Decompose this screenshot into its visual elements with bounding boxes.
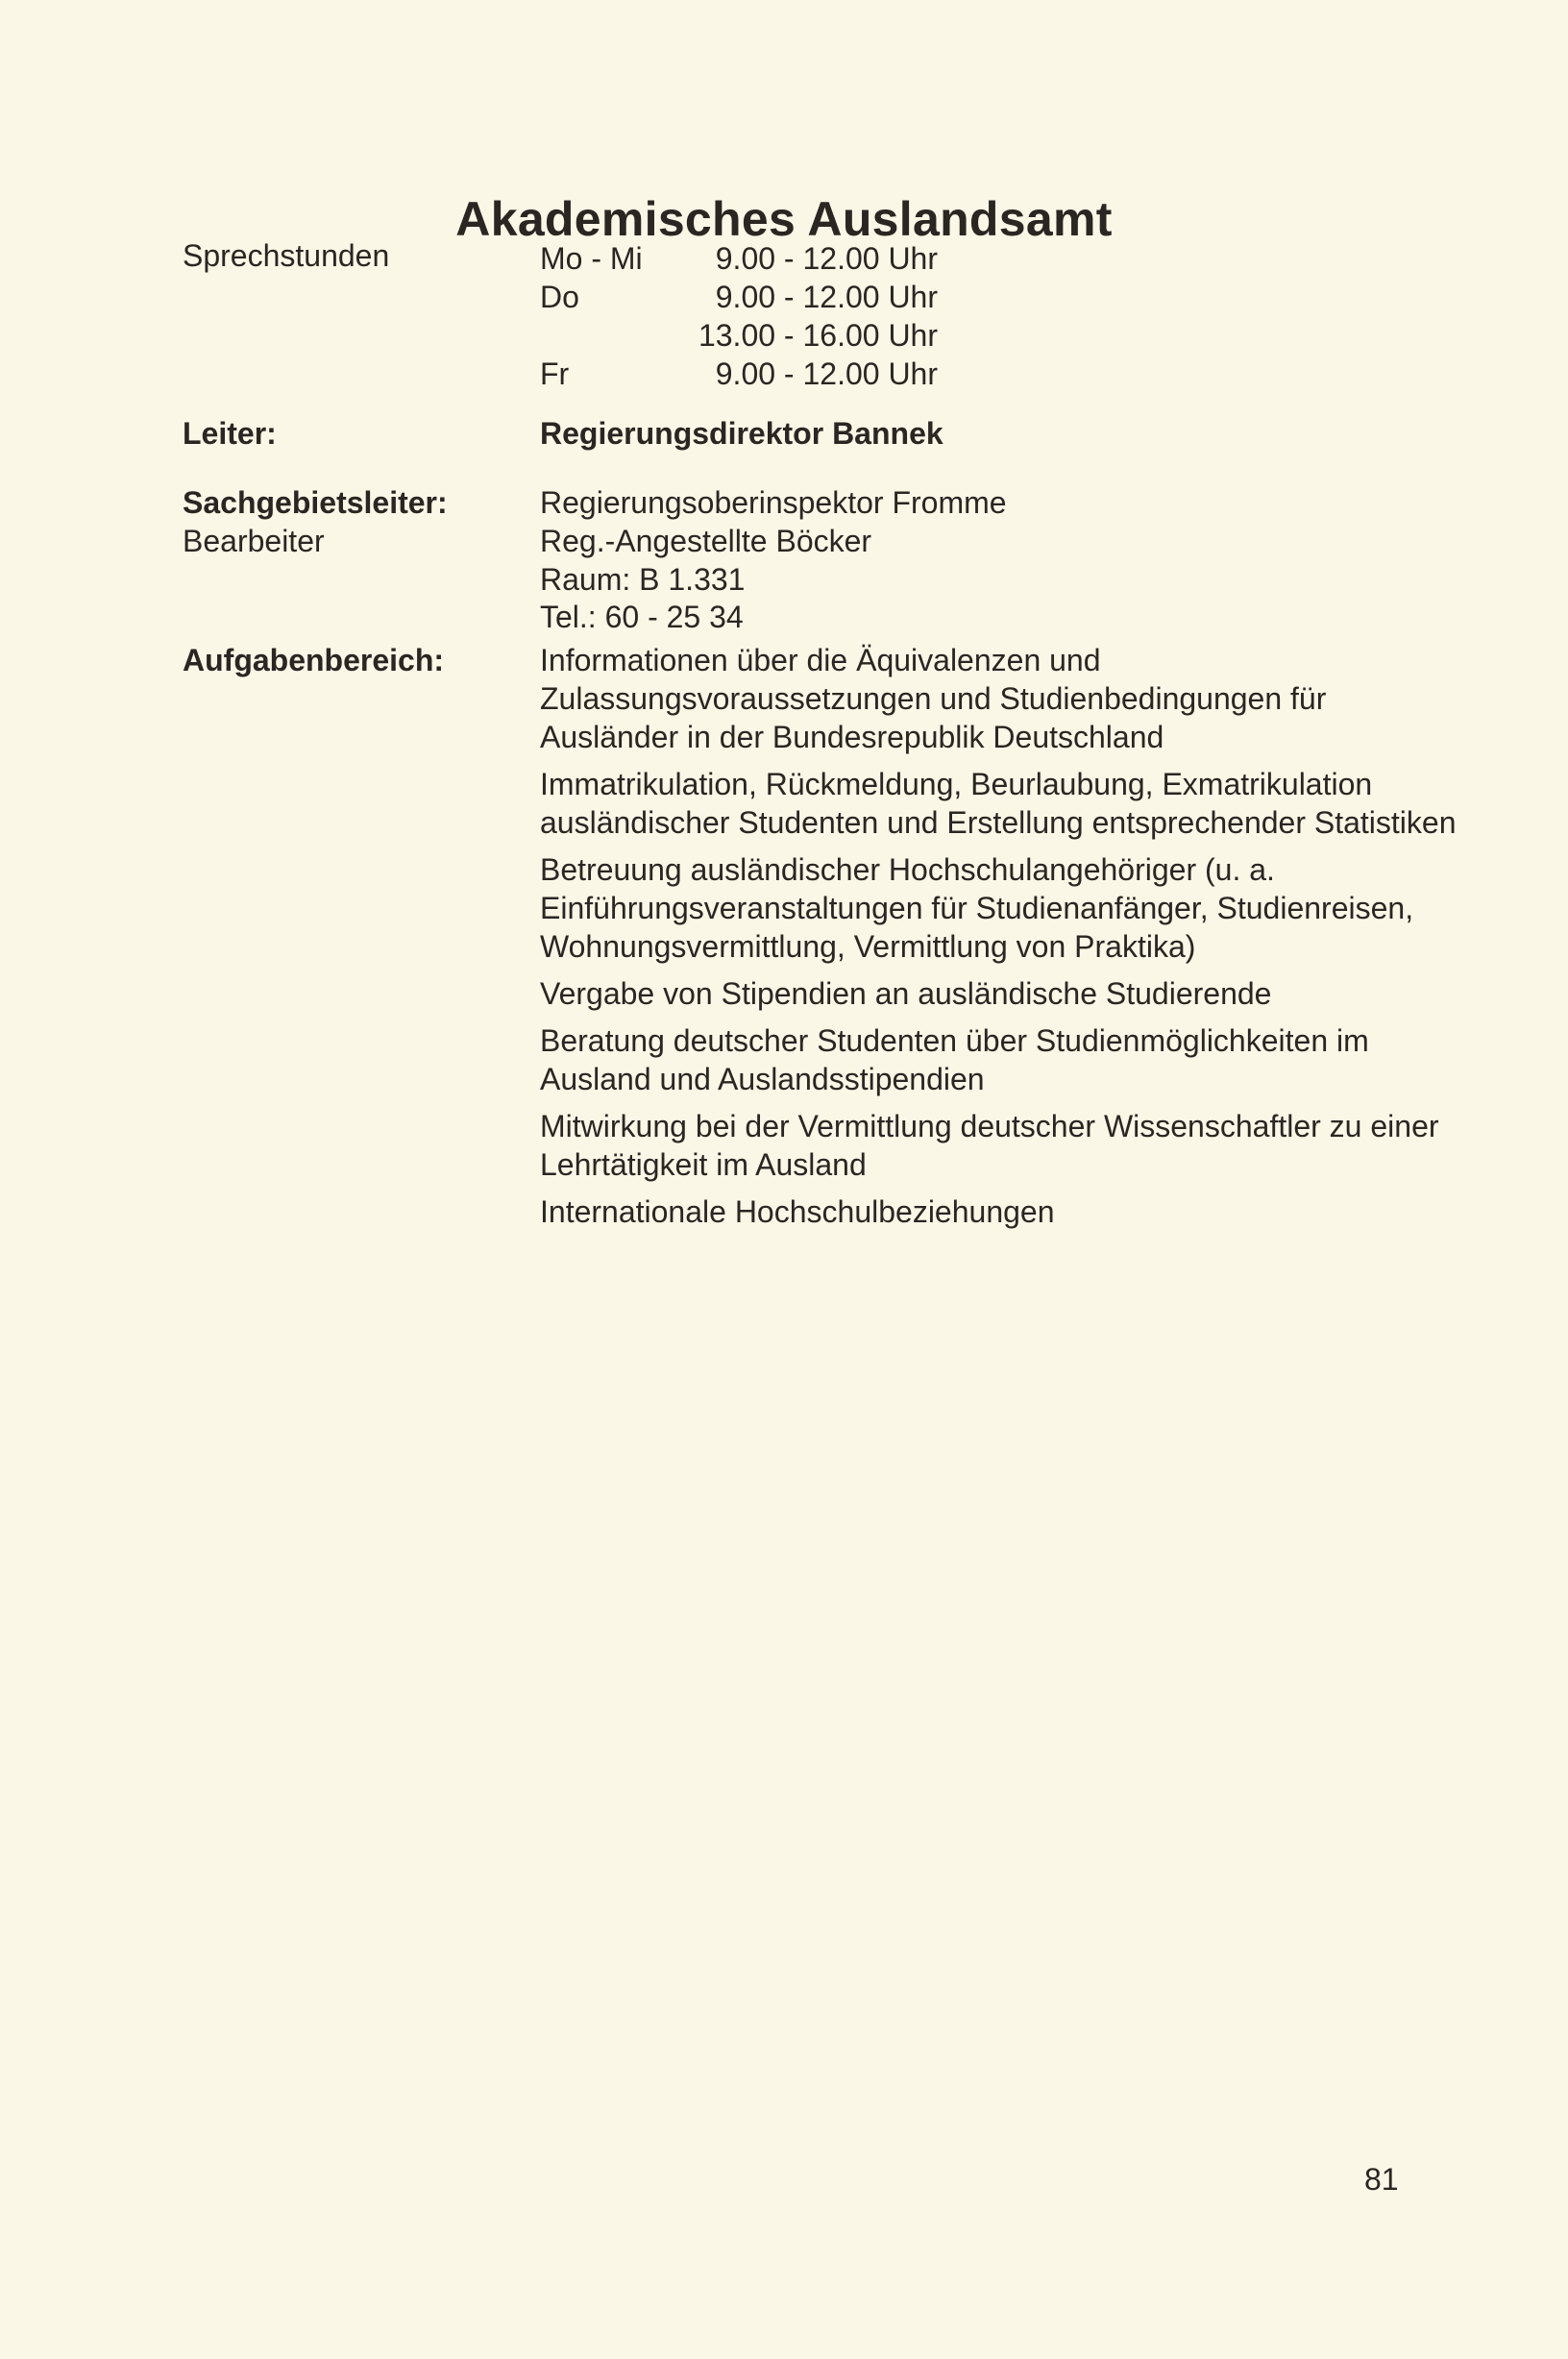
page-number: 81 (1364, 2162, 1399, 2197)
office-hours-time: 13.00 - 16.00 Uhr (698, 318, 938, 353)
office-hours-label: Sprechstunden (183, 238, 390, 273)
clerk-name: Reg.-Angestellte Böcker (540, 524, 872, 558)
office-hours-time: 9.00 - 12.00 Uhr (715, 241, 938, 276)
office-hours-day: Do (540, 280, 579, 314)
office-hours-day: Fr (540, 356, 570, 391)
list-item: Informationen über die Äquivalenzen und Zulassungsvoraussetzungen und Studienbedingungen für Ausländer in der Bundesrepublik Deutschland (540, 643, 1327, 754)
list-item: Mitwirkung bei der Vermittlung deutscher Wissenschaftler zu einer Lehrtätigkeit im Ausland (540, 1109, 1439, 1182)
list-item: Beratung deutscher Studenten über Studienmöglichkeiten im Ausland und Auslandsstipendien (540, 1023, 1369, 1096)
office-hours-day: Mo - Mi (540, 241, 643, 276)
office-hours-time: 9.00 - 12.00 Uhr (715, 280, 938, 314)
list-item: Internationale Hochschulbeziehungen (540, 1194, 1055, 1229)
clerk-room: Raum: B 1.331 (540, 562, 746, 597)
head-value: Regierungsdirektor Bannek (540, 416, 943, 451)
head-label: Leiter: (183, 416, 277, 451)
clerk-label: Bearbeiter (183, 524, 325, 558)
list-item: Betreuung ausländischer Hochschulangehöriger (u. a. Einführungsveranstaltungen für Studienanfänger, Studienreisen, Wohnungsvermittlung, Vermittlung von Praktika) (540, 852, 1414, 964)
responsibilities-label: Aufgabenbereich: (183, 643, 445, 677)
page-title: Akademisches Auslandsamt (455, 191, 1113, 246)
list-item: Immatrikulation, Rückmeldung, Beurlaubung, Exmatrikulation ausländischer Studenten und Erstellung entsprechender Statistiken (540, 767, 1457, 840)
section-lead-value: Regierungsoberinspektor Fromme (540, 485, 1007, 520)
clerk-phone: Tel.: 60 - 25 34 (540, 600, 744, 634)
section-lead-label: Sachgebietsleiter: (183, 485, 448, 520)
list-item: Vergabe von Stipendien an ausländische Studierende (540, 976, 1272, 1011)
office-hours-time: 9.00 - 12.00 Uhr (715, 356, 938, 391)
responsibilities-list (540, 641, 1462, 1240)
